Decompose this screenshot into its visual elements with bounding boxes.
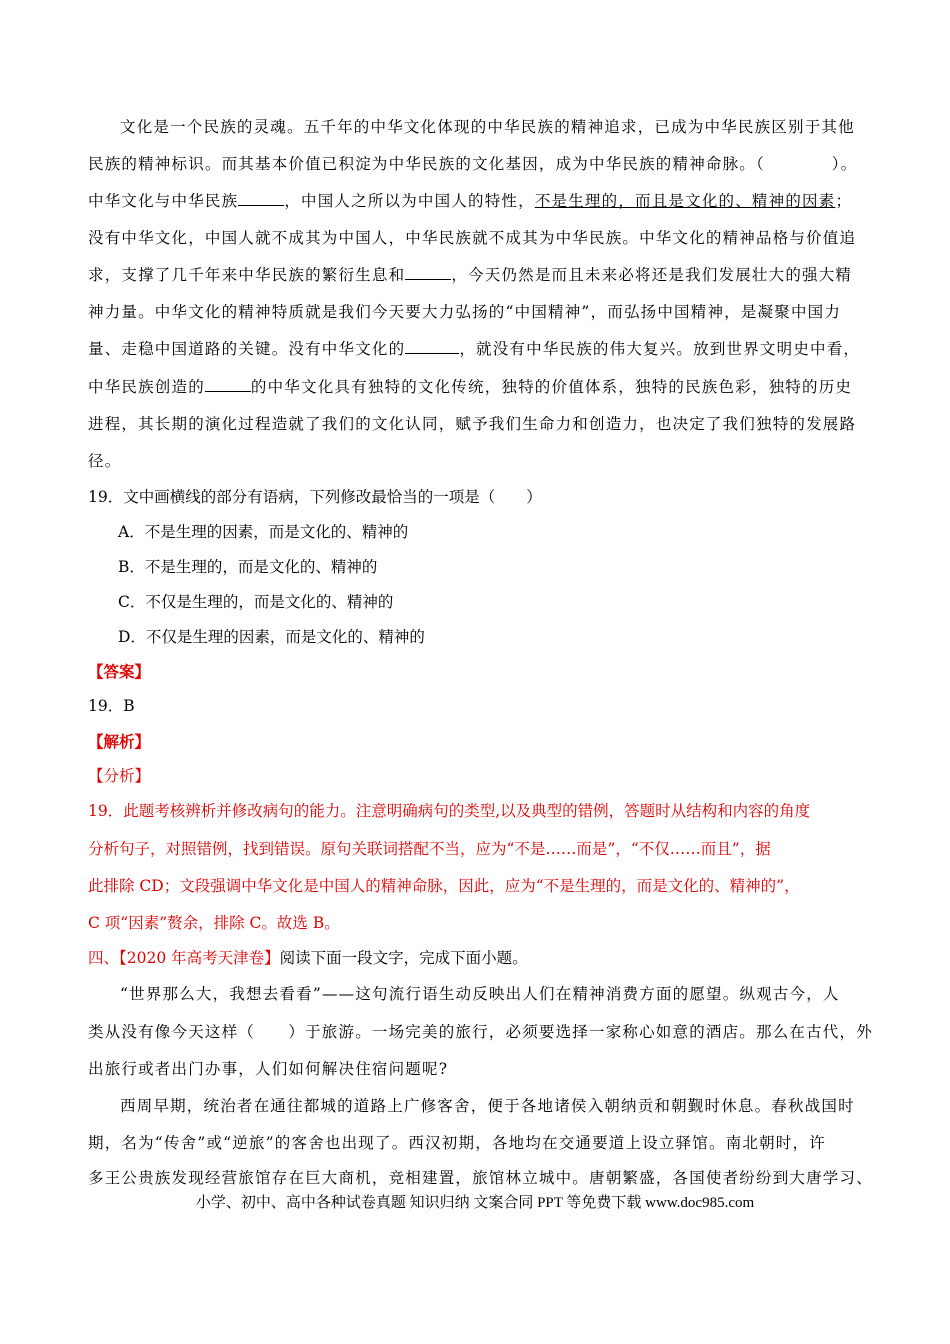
analysis-line: 分析句子，对照错例，找到错误。原句关联词搭配不当，应为“不是……而是”，“不仅……而且”，据 — [88, 840, 771, 858]
section-heading — [88, 947, 868, 969]
text-span: 中华民族创造的 — [88, 378, 205, 396]
question-stem: 19．文中画横线的部分有语病，下列修改最恰当的一项是（ ） — [88, 488, 542, 506]
passage1-line — [88, 190, 868, 212]
analysis-subheading: 【分析】 — [88, 767, 151, 785]
text-span: 量、走稳中国道路的关键。没有中华文化的 — [88, 340, 406, 358]
passage1-line — [88, 376, 868, 398]
analysis-line: C 项“因素”赘余，排除 C。故选 B。 — [88, 914, 340, 932]
text-span: ； — [835, 192, 853, 210]
passage1-line: 神力量。中华文化的精神特质就是我们今天要大力弘扬的“中国精神”，而弘扬中国精神，是凝聚中国力 — [88, 303, 842, 321]
passage2-line: 西周早期，统治者在通往都城的道路上广修客舍，便于各地诸侯入朝纳贡和朝觐时休息。春秋战国时 — [120, 1097, 855, 1115]
section-number: 四、 — [88, 949, 120, 967]
fill-blank — [205, 376, 251, 392]
text-span: ，今天仍然是而且未来必将还是我们发展壮大的强大精 — [451, 266, 853, 284]
passage1-line: 没有中华文化，中国人就不成其为中国人，中华民族就不成其为中华民族。中华文化的精神品格与价值追 — [88, 229, 857, 247]
text-span: 求，支撑了几千年来中华民族的繁衍生息和 — [88, 266, 406, 284]
option-d: D．不仅是生理的因素，而是文化的、精神的 — [118, 628, 425, 646]
passage1-line: 进程，其长期的演化过程造就了我们的文化认同，赋予我们生命力和创造力，也决定了我们独特的发展路 — [88, 415, 857, 433]
option-c: C．不仅是生理的，而是文化的、精神的 — [118, 593, 394, 611]
passage2-line: 出旅行或者出门办事，人们如何解决住宿问题呢? — [88, 1060, 449, 1078]
passage1-line: 文化是一个民族的灵魂。五千年的中华文化体现的中华民族的精神追求，已成为中华民族区别于其他 — [120, 118, 855, 136]
answer-heading: 【答案】 — [88, 662, 151, 681]
fill-blank — [405, 338, 459, 354]
passage1-line: 径。 — [88, 452, 122, 470]
option-b: B．不是生理的，而是文化的、精神的 — [118, 558, 378, 576]
text-span: 中华文化与中华民族 — [88, 192, 239, 210]
text-span: ，中国人之所以为中国人的特性， — [284, 192, 535, 210]
text-span: ，就没有中华民族的伟大复兴。放到世界文明史中看， — [459, 340, 861, 358]
fill-blank — [238, 190, 284, 206]
section-instruction: 阅读下面一段文字，完成下面小题。 — [279, 949, 528, 967]
passage1-line — [88, 338, 868, 360]
section-source: 【2020 年高考天津卷】 — [119, 949, 280, 967]
answer-text: 19．B — [88, 697, 135, 715]
underlined-sentence: 不是生理的，而且是文化的、精神的因素 — [534, 192, 836, 210]
analysis-line: 此排除 CD；文段强调中华文化是中国人的精神命脉，因此，应为“不是生理的，而是文化的、精神的”， — [88, 877, 800, 895]
text-span: 的中华文化具有独特的文化传统，独特的价值体系，独特的民族色彩，独特的历史 — [250, 378, 853, 396]
passage2-line: 类从没有像今天这样（ ）于旅游。一场完美的旅行，必须要选择一家称心如意的酒店。那么在古代，外 — [88, 1023, 873, 1041]
analysis-heading: 【解析】 — [88, 732, 151, 751]
passage2-line: 多王公贵族发现经营旅馆存在巨大商机，竞相建置，旅馆林立城中。唐朝繁盛，各国使者纷纷到大唐学习、 — [88, 1169, 873, 1187]
option-a: A．不是生理的因素，而是文化的、精神的 — [118, 523, 409, 541]
passage1-line — [88, 264, 868, 286]
passage1-line: 民族的精神标识。而其基本价值已积淀为中华民族的文化基因，成为中华民族的精神命脉。（ ）。 — [88, 155, 858, 173]
analysis-line: 19．此题考核辨析并修改病句的能力。注意明确病句的类型,以及典型的错例，答题时从结构和内容的角度 — [88, 802, 811, 820]
fill-blank — [405, 264, 451, 280]
page-footer: 小学、初中、高中各种试卷真题 知识归纳 文案合同 PPT 等免费下载 www.doc985.com — [195, 1195, 755, 1211]
passage2-line: 期，名为“传舍”或“逆旅”的客舍也出现了。西汉初期，各地均在交通要道上设立驿馆。南北朝时，许 — [88, 1134, 826, 1152]
passage2-line: “世界那么大，我想去看看”——这句流行语生动反映出人们在精神消费方面的愿望。纵观古今，人 — [120, 985, 840, 1003]
